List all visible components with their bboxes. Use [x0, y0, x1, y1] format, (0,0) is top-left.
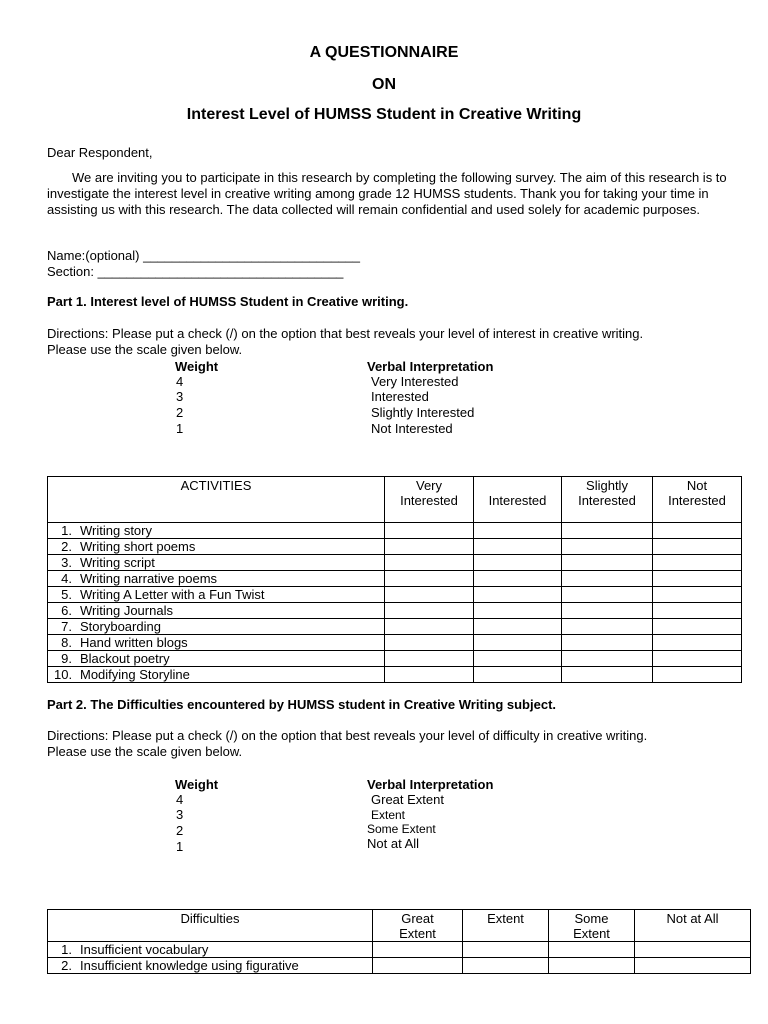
check-cell[interactable] [463, 958, 549, 974]
part1-scale-label: Not Interested [371, 421, 453, 436]
part1-scale-weight: 4 [176, 374, 184, 389]
part1-scale-weight: 3 [176, 389, 184, 404]
not-interested-column-header [653, 477, 742, 523]
table-row [48, 523, 742, 539]
header-line: Interested [578, 493, 636, 508]
check-cell[interactable] [385, 555, 474, 571]
check-cell[interactable] [385, 523, 474, 539]
check-cell[interactable] [653, 571, 742, 587]
activity-label: Hand written blogs [80, 635, 188, 650]
part1-heading: Part 1. Interest level of HUMSS Student in Creative writing. [47, 294, 409, 309]
check-cell[interactable] [385, 571, 474, 587]
check-cell[interactable] [385, 603, 474, 619]
difficulty-cell [48, 958, 373, 974]
check-cell[interactable] [474, 571, 562, 587]
table-row [48, 603, 742, 619]
check-cell[interactable] [562, 667, 653, 683]
check-cell[interactable] [635, 958, 751, 974]
check-cell[interactable] [562, 587, 653, 603]
check-cell[interactable] [474, 523, 562, 539]
activities-table [47, 476, 742, 683]
part2-scale-weight: 2 [176, 823, 184, 838]
item-number: 4. [61, 571, 72, 586]
part1-scale-label: Very Interested [371, 374, 459, 389]
check-cell[interactable] [373, 942, 463, 958]
name-field[interactable]: Name:(optional) ______________________________ [47, 248, 360, 263]
check-cell[interactable] [653, 603, 742, 619]
header-line: Not [686, 478, 708, 493]
activity-cell [48, 619, 385, 635]
check-cell[interactable] [474, 619, 562, 635]
activities-column-header: ACTIVITIES [48, 477, 385, 523]
part2-scale-label: Extent [371, 808, 406, 822]
activity-cell [48, 651, 385, 667]
header-line: Interested [400, 493, 458, 508]
header-line: Interested [668, 493, 726, 508]
difficulty-cell [48, 942, 373, 958]
great-extent-column-header [373, 910, 463, 942]
table-row [48, 571, 742, 587]
check-cell[interactable] [635, 942, 751, 958]
check-cell[interactable] [463, 942, 549, 958]
check-cell[interactable] [562, 523, 653, 539]
header-line: Extent [573, 926, 610, 941]
check-cell[interactable] [385, 651, 474, 667]
part1-scale-interp-header: Verbal Interpretation [367, 359, 494, 374]
check-cell[interactable] [474, 539, 562, 555]
interested-column-header: Interested [474, 477, 562, 523]
activity-cell [48, 603, 385, 619]
item-number: 1. [61, 942, 72, 957]
item-number: 2. [61, 958, 72, 973]
activity-label: Writing short poems [80, 539, 196, 554]
part2-scale-weight-header: Weight [175, 777, 219, 792]
check-cell[interactable] [653, 555, 742, 571]
part2-scale-interp-header: Verbal Interpretation [367, 777, 494, 792]
table-row [48, 942, 751, 958]
table-row [48, 555, 742, 571]
greeting: Dear Respondent, [47, 145, 153, 160]
activity-cell [48, 635, 385, 651]
table-row [48, 651, 742, 667]
difficulty-label: Insufficient vocabulary [80, 942, 209, 957]
check-cell[interactable] [474, 635, 562, 651]
check-cell[interactable] [653, 539, 742, 555]
check-cell[interactable] [653, 587, 742, 603]
header-line: Very [415, 478, 442, 493]
table-row [48, 587, 742, 603]
activity-label: Storyboarding [80, 619, 161, 634]
activity-label: Writing narrative poems [80, 571, 218, 586]
activity-label: Writing Journals [80, 603, 173, 618]
item-number: 5. [61, 587, 72, 602]
document-title-line1: A QUESTIONNAIRE [309, 44, 459, 61]
check-cell[interactable] [653, 523, 742, 539]
table-row [48, 539, 742, 555]
table-row [48, 667, 742, 683]
activity-cell [48, 523, 385, 539]
check-cell[interactable] [373, 958, 463, 974]
part1-scale-weight-header: Weight [175, 359, 219, 374]
check-cell[interactable] [385, 619, 474, 635]
part1-scale-weight: 1 [176, 421, 184, 436]
check-cell[interactable] [474, 587, 562, 603]
item-number: 1. [61, 523, 72, 538]
item-number: 6. [61, 603, 72, 618]
section-field[interactable]: Section: __________________________________ [47, 264, 344, 279]
not-at-all-column-header: Not at All [635, 910, 751, 942]
check-cell[interactable] [474, 667, 562, 683]
part1-scale-weight: 2 [176, 405, 184, 420]
check-cell[interactable] [562, 651, 653, 667]
check-cell[interactable] [562, 635, 653, 651]
activity-label: Writing story [80, 523, 152, 538]
part2-directions-line2: Please use the scale given below. [47, 744, 243, 759]
item-number: 10. [54, 667, 73, 682]
check-cell[interactable] [562, 571, 653, 587]
check-cell[interactable] [385, 667, 474, 683]
header-line: Great [401, 911, 434, 926]
part1-directions-line2: Please use the scale given below. [47, 342, 243, 357]
some-extent-column-header [549, 910, 635, 942]
check-cell[interactable] [474, 555, 562, 571]
check-cell[interactable] [653, 651, 742, 667]
letter-body: We are inviting you to participate in this research by completing the following survey. The aim of this research is to investigate the interest level in creative writing among grade 12 HUMSS students. Thank you for taking your time in assisting us with this research. The data collected will remain confidential and used solely for academic purposes. [47, 170, 727, 217]
check-cell[interactable] [474, 603, 562, 619]
activity-label: Writing script [80, 555, 155, 570]
part2-scale-weight: 3 [176, 807, 184, 822]
activity-cell [48, 555, 385, 571]
header-line: Some [574, 911, 609, 926]
document-title-line2: ON [372, 76, 396, 93]
part1-scale-label: Slightly Interested [371, 405, 475, 420]
header-line: Extent [399, 926, 436, 941]
check-cell[interactable] [653, 667, 742, 683]
check-cell[interactable] [562, 603, 653, 619]
table-row [48, 635, 742, 651]
part1-directions-line1: Directions: Please put a check (/) on the option that best reveals your level of interest in creative writing. [47, 326, 644, 341]
activity-cell [48, 571, 385, 587]
check-cell[interactable] [549, 958, 635, 974]
item-number: 8. [61, 635, 72, 650]
check-cell[interactable] [562, 555, 653, 571]
difficulties-column-header: Difficulties [48, 910, 373, 942]
header-line: Slightly [586, 478, 628, 493]
activity-label: Modifying Storyline [80, 667, 190, 682]
check-cell[interactable] [549, 942, 635, 958]
slightly-interested-column-header [562, 477, 653, 523]
activity-cell [48, 587, 385, 603]
item-number: 3. [61, 555, 72, 570]
activity-cell [48, 667, 385, 683]
activity-cell [48, 539, 385, 555]
check-cell[interactable] [385, 635, 474, 651]
item-number: 7. [61, 619, 72, 634]
part2-scale-label: Not at All [367, 836, 420, 851]
part2-heading: Part 2. The Difficulties encountered by HUMSS student in Creative Writing subject. [47, 697, 557, 712]
item-number: 2. [61, 539, 72, 554]
activities-table-header-row [48, 477, 742, 523]
check-cell[interactable] [474, 651, 562, 667]
part2-scale-weight: 4 [176, 792, 184, 807]
check-cell[interactable] [562, 539, 653, 555]
part2-scale-weight: 1 [176, 839, 184, 854]
extent-column-header: Extent [463, 910, 549, 942]
very-interested-column-header [385, 477, 474, 523]
check-cell[interactable] [385, 587, 474, 603]
document-title-line3: Interest Level of HUMSS Student in Creative Writing [186, 106, 582, 123]
activity-label: Writing A Letter with a Fun Twist [80, 587, 265, 602]
item-number: 9. [61, 651, 72, 666]
check-cell[interactable] [562, 619, 653, 635]
check-cell[interactable] [653, 635, 742, 651]
difficulties-table-header-row [48, 910, 751, 942]
part2-directions-line1: Directions: Please put a check (/) on the option that best reveals your level of difficulty in creative writing. [47, 728, 648, 743]
difficulty-label: Insufficient knowledge using figurative [80, 958, 299, 973]
table-row [48, 958, 751, 974]
table-row [48, 619, 742, 635]
check-cell[interactable] [653, 619, 742, 635]
part1-scale-label: Interested [371, 389, 429, 404]
difficulties-table [47, 909, 751, 974]
part2-scale-label: Great Extent [371, 792, 444, 807]
part2-scale-label: Some Extent [367, 822, 436, 836]
activity-label: Blackout poetry [80, 651, 170, 666]
check-cell[interactable] [385, 539, 474, 555]
